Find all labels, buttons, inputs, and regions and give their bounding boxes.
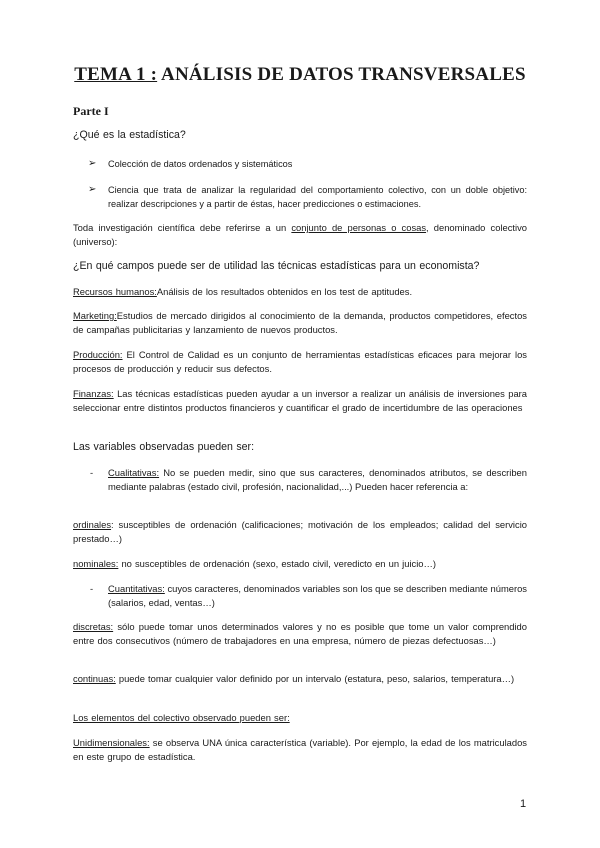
- definition-text: no susceptibles de ordenación (sexo, estado civil, veredicto en un juicio…): [118, 558, 436, 569]
- text-before: Toda investigación científica debe referirse a un: [73, 222, 292, 233]
- paragraph-nominales: [73, 557, 527, 571]
- term-unidimensionales: Unidimensionales:: [73, 737, 150, 748]
- bullet-arrow-icon: ➢: [88, 158, 97, 169]
- paragraph-unidimensionales: [73, 736, 527, 764]
- question-what-is-statistics: ¿Qué es la estadística?: [73, 129, 186, 141]
- page-number: 1: [520, 798, 527, 810]
- term-finanzas: Finanzas:: [73, 388, 114, 399]
- paragraph-continuas: [73, 672, 527, 686]
- definition-text: El Control de Calidad es un conjunto de herramientas estadísticas eficaces para mejorar los procesos de producción y reducir sus defectos.: [73, 349, 527, 374]
- underlined-heading: Los elementos del colectivo observado pueden ser:: [73, 712, 290, 723]
- term-ordinales: ordinales: [73, 519, 112, 530]
- definition-text: Estudios de mercado dirigidos al conocimiento de la demanda, productos competidores, efectos de campañas publicitarias y lanzamiento de nuevos productos.: [73, 310, 527, 335]
- definition-text: Análisis de los resultados obtenidos en los test de aptitudes.: [156, 286, 413, 297]
- bullet-text: Ciencia que trata de analizar la regularidad del comportamiento colectivo, con un doble objetivo: realizar descripciones y a partir de éstas, hacer predicciones o estimaciones.: [108, 185, 527, 209]
- dash-marker: -: [90, 583, 94, 594]
- bullet-text: Colección de datos ordenados y sistemáticos: [108, 159, 293, 169]
- paragraph-investigacion: [73, 221, 527, 249]
- definition-text: : susceptibles de ordenación (calificaciones; motivación de los empleados; calidad del servicio prestado…): [73, 519, 527, 544]
- term-produccion: Producción:: [73, 349, 123, 360]
- dash-marker: -: [90, 467, 94, 478]
- term-cuantitativas: Cuantitativas:: [108, 583, 165, 594]
- definition-text: puede tomar cualquier valor definido por un intervalo (estatura, peso, salarios, temperatura…): [115, 673, 515, 684]
- paragraph-discretas: [73, 620, 527, 648]
- term-cualitativas: Cualitativas:: [108, 467, 160, 478]
- paragraph-marketing: [73, 309, 527, 337]
- dash-item-cuantitativas: [90, 582, 527, 610]
- term-recursos-humanos: Recursos humanos:: [73, 286, 157, 297]
- definition-text: No se pueden medir, sino que sus caracteres, denominados atributos, se describen mediante palabras (estado civil, profesión, nacionalidad,...) Pueden hacer referencia a:: [108, 467, 527, 492]
- part-label: Parte I: [73, 104, 109, 118]
- text-after: , denominado colectivo (universo):: [73, 222, 527, 247]
- paragraph-finanzas: [73, 387, 527, 415]
- bullet-arrow-icon: ➢: [88, 184, 97, 195]
- paragraph-recursos-humanos: [73, 285, 527, 299]
- definition-text: cuyos caracteres, denominados variables son los que se describen mediante números (salarios, edad, ventas…): [108, 583, 527, 608]
- title-text: ANÁLISIS DE DATOS TRANSVERSALES: [157, 64, 526, 85]
- dash-item-cualitativas: [90, 466, 527, 494]
- term-marketing: Marketing:: [73, 310, 117, 321]
- paragraph-ordinales: [73, 518, 527, 546]
- elementos-heading: [73, 711, 527, 725]
- variables-intro: Las variables observadas pueden ser:: [73, 441, 255, 453]
- question-fields: ¿En qué campos puede ser de utilidad las técnicas estadísticas para un economista?: [73, 260, 480, 272]
- page-title: [0, 64, 600, 86]
- bullet-item-1: [88, 157, 527, 171]
- title-prefix: TEMA 1 :: [74, 64, 158, 85]
- paragraph-produccion: [73, 348, 527, 376]
- term-nominales: nominales:: [73, 558, 119, 569]
- term-continuas: continuas:: [73, 673, 116, 684]
- bullet-item-2: [88, 183, 527, 211]
- term-discretas: discretas:: [73, 621, 114, 632]
- definition-text: se observa UNA única característica (variable). Por ejemplo, la edad de los matriculados en este grupo de estadística.: [73, 737, 527, 762]
- underlined-term: conjunto de personas o cosas: [291, 222, 427, 233]
- definition-text: sólo puede tomar unos determinados valores y no es posible que tome un valor comprendido entre dos consecutivos (número de trabajadores en una empresa, número de piezas defectuosas…): [73, 621, 527, 646]
- definition-text: Las técnicas estadísticas pueden ayudar a un inversor a realizar un análisis de inversiones para seleccionar entre distintos productos financieros y cuantificar el grado de incertidumbre de las operaciones: [73, 388, 527, 413]
